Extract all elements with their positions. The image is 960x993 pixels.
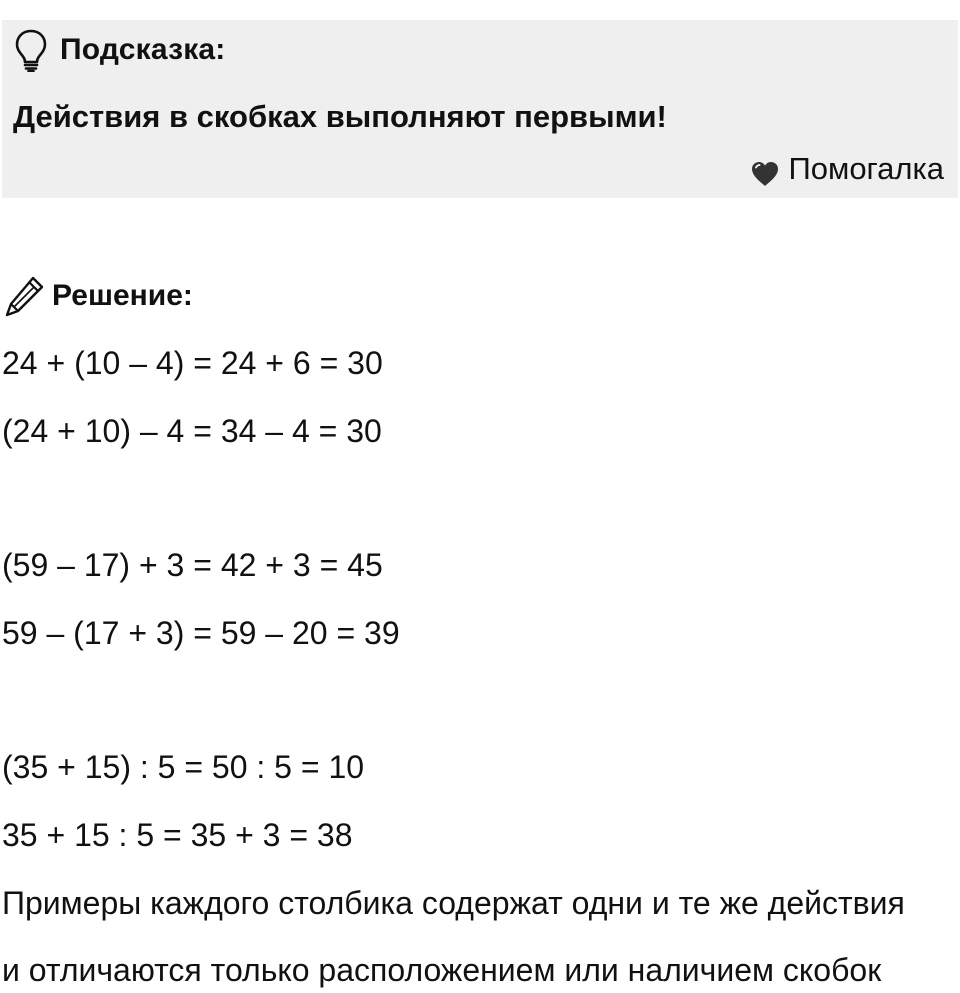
solution-line: 59 – (17 + 3) = 59 – 20 = 39 — [2, 615, 400, 651]
solution-title: Решение: — [52, 279, 193, 312]
solution-line: (35 + 15) : 5 = 50 : 5 = 10 — [2, 749, 365, 785]
solution-header — [4, 270, 193, 322]
hint-header — [14, 26, 226, 74]
solution-line: (24 + 10) – 4 = 34 – 4 = 30 — [2, 413, 382, 449]
credit-label: Помогалка — [788, 151, 944, 186]
hint-title: Подсказка: — [60, 33, 226, 66]
heart-icon — [750, 155, 780, 183]
hint-box — [2, 20, 958, 198]
conclusion-line: и отличаются только расположением или наличием скобок — [2, 952, 882, 988]
credit — [750, 146, 944, 192]
pencil-icon — [4, 274, 46, 318]
lightbulb-icon — [14, 28, 48, 72]
solution-line: 35 + 15 : 5 = 35 + 3 = 38 — [2, 817, 353, 853]
solution-line: 24 + (10 – 4) = 24 + 6 = 30 — [2, 345, 383, 381]
hint-text: Действия в скобках выполняют первыми! — [13, 99, 667, 134]
conclusion-line: Примеры каждого столбика содержат одни и те же действия — [2, 885, 905, 921]
solution-line: (59 – 17) + 3 = 42 + 3 = 45 — [2, 547, 383, 583]
